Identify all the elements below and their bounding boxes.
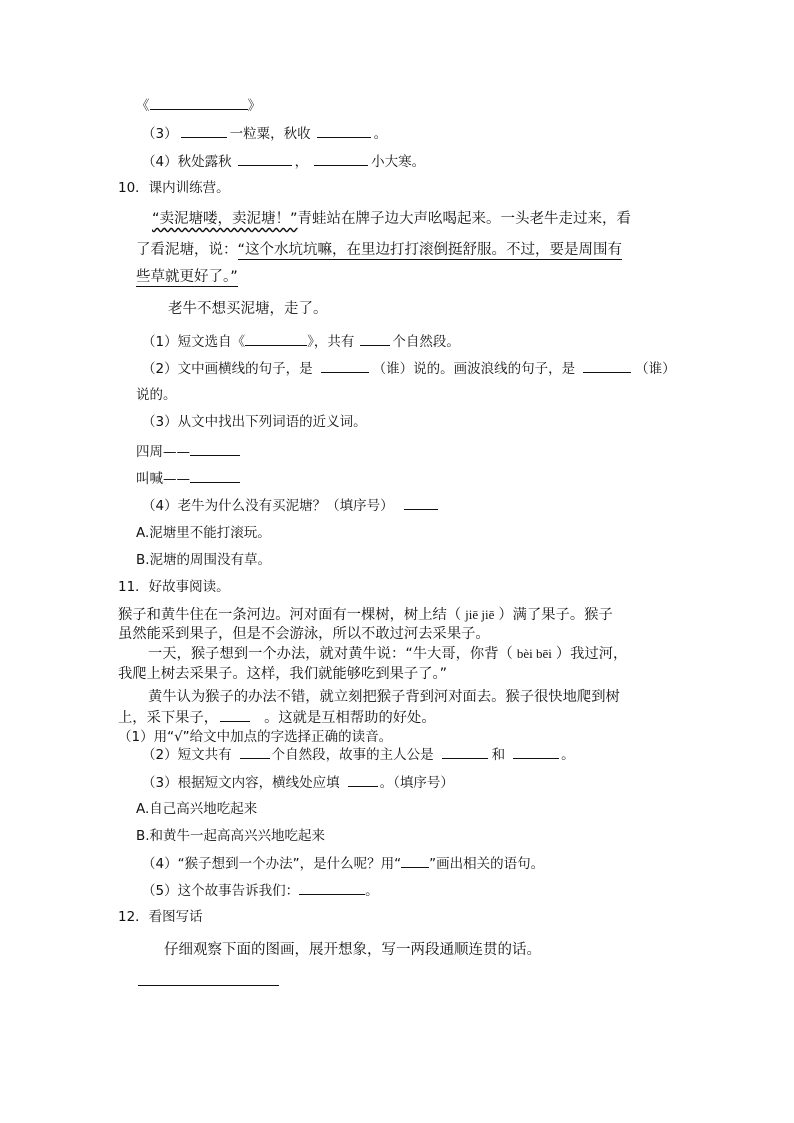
blank[interactable]	[190, 442, 240, 456]
blank[interactable]	[238, 152, 292, 166]
q11-sub1: （1）用“√”给文中加点的字选择正确的读音。	[118, 729, 393, 745]
blank[interactable]	[181, 124, 227, 138]
q10-para1-line3: 些草就更好了。”	[136, 269, 238, 285]
q9-item4: （4）秋处露秋 ， 小大寒。	[142, 154, 426, 170]
q10-para1-line2: 了看泥塘，说：“这个水坑坑嘛，在里边打打滚倒挺舒服。不过，要是周围有	[136, 242, 623, 258]
q11-p3-line2: 上，采下果子， 。这就是互相帮助的好处。	[118, 710, 436, 726]
q9-book-title-line: 《 》	[136, 98, 261, 114]
q10-para1-line1: “卖泥塘喽，卖泥塘！”青蛙站在牌子边大声吆喝起来。一头老牛走过来，看	[152, 211, 632, 227]
q11-title: 11．好故事阅读。	[118, 579, 230, 595]
q10-option-a: A.泥塘里不能打滚玩。	[136, 525, 271, 541]
blank[interactable]	[404, 496, 438, 510]
q11-p3-line1: 黄牛认为猴子的办法不错，就立刻把猴子背到河对面去。猴子很快地爬到树	[148, 689, 620, 705]
q11-option-b: B.和黄牛一起高高兴兴地吃起来	[136, 828, 326, 844]
book-title-blank[interactable]	[150, 96, 248, 110]
q10-para2: 老牛不想买泥塘，走了。	[168, 301, 328, 317]
blank[interactable]	[513, 745, 559, 759]
blank[interactable]	[317, 124, 371, 138]
blank[interactable]	[321, 359, 369, 373]
q10-sub2: （2）文中画横线的句子，是 （谁）说的。画波浪线的句子，是 （谁）	[142, 361, 676, 377]
blank[interactable]	[240, 745, 270, 759]
q11-p1-line1: 猴子和黄牛住在一条河边。河对面有一棵树，树上结（ jiē jiē ）满了果子。猴子	[118, 607, 613, 623]
blank[interactable]	[442, 745, 488, 759]
q11-p2-line2: 我爬上树去采果子。这样，我们就能够吃到果子了。”	[118, 666, 448, 682]
q10-sub2-end: 说的。	[136, 387, 177, 403]
q12-title: 12．看图写话	[118, 909, 203, 925]
blank[interactable]	[583, 359, 631, 373]
writing-line[interactable]	[138, 985, 279, 986]
blank[interactable]	[401, 854, 429, 868]
q9-item3: （3） 一粒粟，秋收 。	[142, 126, 388, 142]
q11-sub2: （2）短文共有 个自然段，故事的主人公是 和 。	[142, 747, 575, 763]
q10-option-b: B.泥塘的周围没有草。	[136, 552, 272, 568]
blank[interactable]	[348, 773, 378, 787]
q10-syn1: 四周——	[136, 442, 240, 461]
q10-sub4: （4）老牛为什么没有买泥塘？（填序号）	[142, 496, 438, 515]
blank[interactable]	[299, 881, 365, 895]
q11-sub5: （5）这个故事告诉我们： 。	[142, 883, 379, 899]
q11-sub4: （4）“猴子想到一个办法”，是什么呢？用“ ”画出相关的语句。	[142, 856, 545, 872]
blank[interactable]	[314, 152, 368, 166]
q10-syn2: 叫喊——	[136, 469, 240, 488]
q10-sub1: （1）短文选自《 》，共有 个自然段。	[142, 334, 460, 350]
q11-p1-line2: 虽然能采到果子，但是不会游泳，所以不敢过河去采果子。	[118, 626, 490, 642]
blank[interactable]	[220, 708, 250, 722]
blank[interactable]	[190, 469, 240, 483]
q10-title: 10．课内训练营。	[118, 180, 230, 196]
blank[interactable]	[245, 332, 307, 346]
q10-sub3: （3）从文中找出下列词语的近义词。	[142, 414, 367, 430]
q12-prompt: 仔细观察下面的图画，展开想象，写一两段通顺连贯的话。	[164, 942, 541, 958]
q11-option-a: A.自己高兴地吃起来	[136, 801, 258, 817]
q11-p2-line1: 一天，猴子想到一个办法，就对黄牛说：“牛大哥，你背（ bèi bēi ）我过河，	[148, 646, 628, 662]
q11-sub3: （3）根据短文内容，横线处应填 。（填序号）	[142, 775, 454, 791]
blank[interactable]	[360, 332, 390, 346]
